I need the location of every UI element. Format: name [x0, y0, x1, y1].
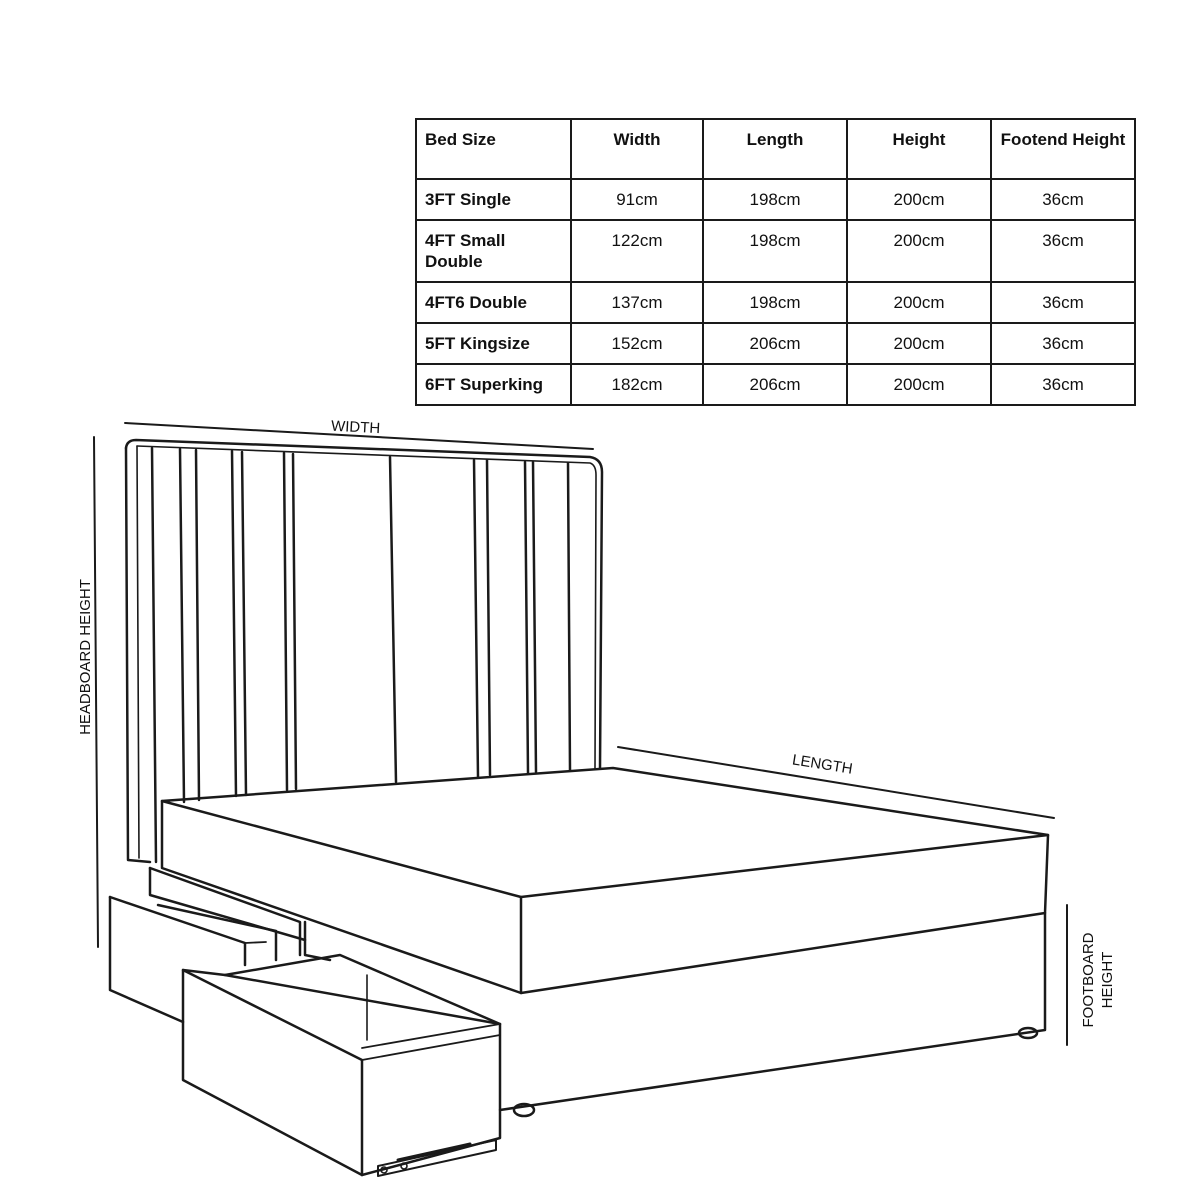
header-footend-height: Footend Height — [991, 119, 1135, 179]
width-label: WIDTH — [330, 417, 381, 438]
headboard-height-label: HEADBOARD HEIGHT — [77, 579, 94, 735]
drawer-runner — [378, 1140, 496, 1176]
height-cell: 200cm — [847, 179, 991, 220]
divan-base — [150, 868, 1045, 1116]
headboard-height-dimension-line — [94, 437, 98, 947]
footend-height-cell: 36cm — [991, 323, 1135, 364]
bed-size-cell: 4FT Small Double — [416, 220, 571, 282]
headboard-channel-lines — [152, 448, 570, 862]
height-cell: 200cm — [847, 282, 991, 323]
height-cell: 200cm — [847, 364, 991, 405]
footend-height-cell: 36cm — [991, 282, 1135, 323]
length-cell: 198cm — [703, 282, 847, 323]
height-cell: 200cm — [847, 323, 991, 364]
bed-size-cell: 5FT Kingsize — [416, 323, 571, 364]
width-cell: 91cm — [571, 179, 703, 220]
width-cell: 122cm — [571, 220, 703, 282]
mattress — [162, 768, 1048, 993]
height-cell: 200cm — [847, 220, 991, 282]
length-cell: 198cm — [703, 179, 847, 220]
length-label: LENGTH — [790, 751, 854, 778]
bed-size-cell: 6FT Superking — [416, 364, 571, 405]
width-cell: 182cm — [571, 364, 703, 405]
footend-height-cell: 36cm — [991, 364, 1135, 405]
width-cell: 137cm — [571, 282, 703, 323]
footend-height-cell: 36cm — [991, 179, 1135, 220]
header-bed-size: Bed Size — [416, 119, 571, 179]
length-cell: 206cm — [703, 323, 847, 364]
footboard-height-label-line1: FOOTBOARD — [1080, 932, 1097, 1028]
header-width: Width — [571, 119, 703, 179]
bed-size-cell: 3FT Single — [416, 179, 571, 220]
length-cell: 206cm — [703, 364, 847, 405]
header-height: Height — [847, 119, 991, 179]
header-length: Length — [703, 119, 847, 179]
width-cell: 152cm — [571, 323, 703, 364]
footboard-height-label-line2: HEIGHT — [1099, 951, 1116, 1009]
length-cell: 198cm — [703, 220, 847, 282]
footend-height-cell: 36cm — [991, 220, 1135, 282]
front-drawer — [183, 955, 500, 1176]
bed-size-cell: 4FT6 Double — [416, 282, 571, 323]
